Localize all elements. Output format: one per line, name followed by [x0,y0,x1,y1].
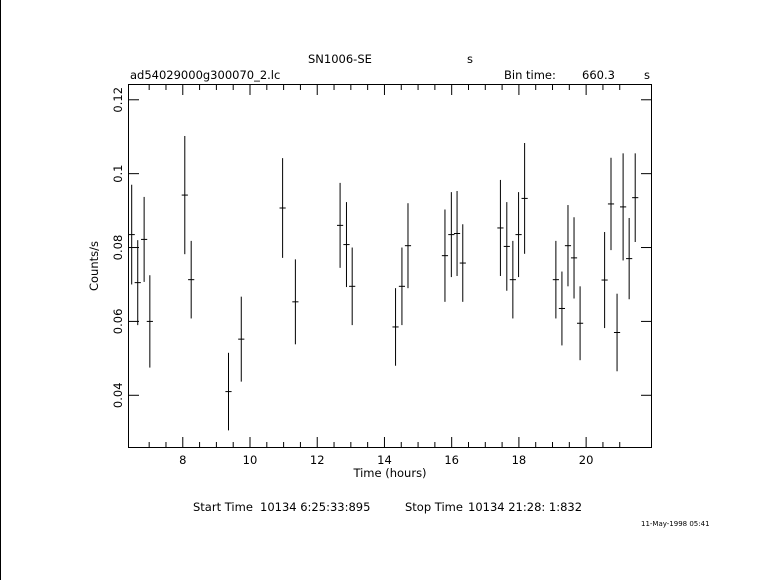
data-point [614,294,620,372]
data-point [460,224,466,302]
start-time-value: 10134 6:25:33:895 [260,500,371,514]
data-point [349,248,355,326]
data-point [626,218,632,299]
data-point [135,240,141,325]
date-stamp: 11-May-1998 05:41 [641,520,710,528]
data-point [129,185,135,285]
data-point [553,241,559,319]
data-point [577,286,583,360]
data-point [510,241,516,319]
filename-label: ad54029000g300070_2.lc [130,68,281,82]
data-point [571,217,577,298]
data-point [182,136,188,254]
y-tick-label: 0.08 [111,234,125,261]
x-tick-label: 12 [309,453,325,467]
x-tick-label: 18 [511,453,527,467]
bin-time-value: 660.3 [582,68,615,82]
data-point [620,153,626,260]
data-point [632,153,638,242]
y-tick-label: 0.12 [111,86,125,113]
x-tick-label: 10 [242,453,258,467]
data-point [559,272,565,346]
y-axis-label: Counts/s [87,240,101,292]
data-point [442,209,448,301]
data-point [141,197,147,282]
chart-title: SN1006-SE [308,52,372,66]
data-point [602,232,608,328]
stop-time-value: 10134 21:28: 1:832 [468,500,583,514]
data-point [497,180,503,276]
start-time-label: Start Time [193,500,253,514]
x-tick-label: 20 [578,453,594,467]
data-point [225,353,231,431]
x-tick-label: 14 [377,453,392,467]
data-point [504,202,510,291]
data-point [238,297,244,382]
data-point [337,183,343,268]
x-tick-label: 8 [179,453,187,467]
y-tick-label: 0.1 [111,164,125,183]
data-point [188,241,194,319]
data-point [292,259,298,344]
bin-time-label: Bin time: [504,68,556,82]
data-point [343,202,349,287]
data-point [392,288,398,366]
data-point [608,158,614,250]
data-point [515,192,521,277]
data-point [454,191,460,276]
data-point [565,205,571,286]
data-point [405,203,411,288]
stop-time-label: Stop Time [405,500,463,514]
data-point [399,248,405,326]
y-tick-label: 0.06 [111,308,125,335]
bin-time-unit: s [644,68,650,82]
plot-frame [129,85,652,448]
data-point [147,275,153,367]
y-tick-label: 0.04 [111,382,125,409]
x-axis-label: Time (hours) [353,466,427,480]
title-unit: s [467,52,473,66]
x-tick-label: 16 [444,453,459,467]
data-point [448,192,454,277]
data-point [280,158,286,258]
data-point [522,143,528,254]
